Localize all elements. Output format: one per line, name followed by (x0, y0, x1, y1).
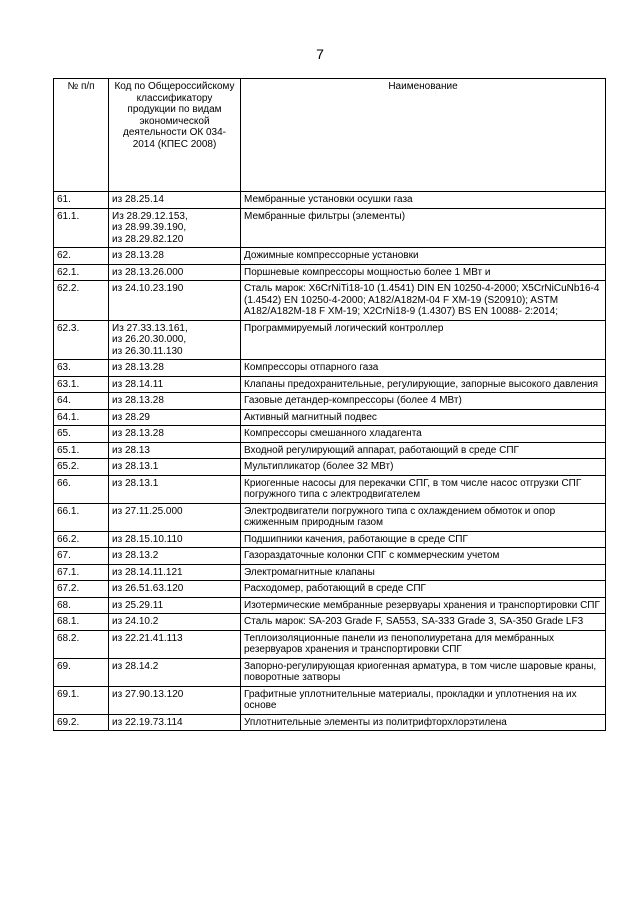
row-code: из 28.14.11.121 (109, 564, 241, 581)
row-name: Компрессоры смешанного хладагента (241, 426, 606, 443)
table-body (54, 192, 606, 731)
row-code: из 28.14.2 (109, 658, 241, 686)
table-row (54, 459, 606, 476)
product-table (53, 78, 606, 731)
row-code: из 28.15.10.110 (109, 531, 241, 548)
row-number: 62.3. (54, 320, 109, 360)
row-name: Поршневые компрессоры мощностью более 1 МВт и (241, 264, 606, 281)
row-name: Подшипники качения, работающие в среде СПГ (241, 531, 606, 548)
row-code: из 28.13.1 (109, 459, 241, 476)
row-name: Уплотнительные элементы из политрифторхлорэтилена (241, 714, 606, 731)
row-code: из 28.13.26.000 (109, 264, 241, 281)
row-number: 69.1. (54, 686, 109, 714)
table-row (54, 208, 606, 248)
row-code: из 22.21.41.113 (109, 630, 241, 658)
table-row (54, 714, 606, 731)
table-row (54, 442, 606, 459)
row-code: из 28.13.1 (109, 475, 241, 503)
row-number: 69. (54, 658, 109, 686)
row-number: 62.1. (54, 264, 109, 281)
row-number: 65. (54, 426, 109, 443)
row-code: из 28.13.28 (109, 393, 241, 410)
table-row (54, 248, 606, 265)
table-row (54, 564, 606, 581)
table-row (54, 597, 606, 614)
row-number: 65.1. (54, 442, 109, 459)
row-number: 66.1. (54, 503, 109, 531)
row-name: Графитные уплотнительные материалы, прокладки и уплотнения на их основе (241, 686, 606, 714)
table-row (54, 320, 606, 360)
row-name: Компрессоры отпарного газа (241, 360, 606, 377)
row-name: Мембранные фильтры (элементы) (241, 208, 606, 248)
table-row (54, 614, 606, 631)
row-name: Теплоизоляционные панели из пенополиуретана для мембранных резервуаров хранения и транспортировки СПГ (241, 630, 606, 658)
row-name: Электромагнитные клапаны (241, 564, 606, 581)
table-row (54, 360, 606, 377)
row-name: Запорно-регулирующая криогенная арматура, в том числе шаровые краны, поворотные затворы (241, 658, 606, 686)
row-number: 63.1. (54, 376, 109, 393)
header-number: № п/п (54, 79, 109, 192)
row-code: из 28.13 (109, 442, 241, 459)
row-number: 64.1. (54, 409, 109, 426)
row-code: из 28.14.11 (109, 376, 241, 393)
row-number: 62. (54, 248, 109, 265)
table-row (54, 376, 606, 393)
row-name: Сталь марок: SA-203 Grade F, SA553, SA-333 Grade 3, SA-350 Grade LF3 (241, 614, 606, 631)
row-number: 62.2. (54, 281, 109, 321)
table-row (54, 393, 606, 410)
row-number: 67.1. (54, 564, 109, 581)
table-row (54, 264, 606, 281)
row-code: из 27.90.13.120 (109, 686, 241, 714)
table-row (54, 281, 606, 321)
row-name: Расходомер, работающий в среде СПГ (241, 581, 606, 598)
table-row (54, 658, 606, 686)
table-row (54, 192, 606, 209)
row-name: Программируемый логический контроллер (241, 320, 606, 360)
row-number: 66.2. (54, 531, 109, 548)
table-row (54, 426, 606, 443)
row-name: Активный магнитный подвес (241, 409, 606, 426)
row-number: 61.1. (54, 208, 109, 248)
row-number: 63. (54, 360, 109, 377)
row-name: Входной регулирующий аппарат, работающий в среде СПГ (241, 442, 606, 459)
row-name: Газораздаточные колонки СПГ с коммерческим учетом (241, 548, 606, 565)
row-number: 61. (54, 192, 109, 209)
row-code: Из 28.29.12.153, из 28.99.39.190, из 28.29.82.120 (109, 208, 241, 248)
row-code: из 28.13.28 (109, 248, 241, 265)
row-code: из 26.51.63.120 (109, 581, 241, 598)
row-name: Клапаны предохранительные, регулирующие, запорные высокого давления (241, 376, 606, 393)
row-name: Сталь марок: X6CrNiTi18-10 (1.4541) DIN EN 10250-4-2000; X5CrNiCuNb16-4 (1.4542) EN 10250-4-2000; A182/A182M-04 F XM-19 (S20910); ASTM A182/A182M-18 F XM-19; X2CrNi18-9 (1.4307) BS EN 10088- 2:2014; (241, 281, 606, 321)
row-code: из 28.13.28 (109, 426, 241, 443)
row-number: 67.2. (54, 581, 109, 598)
row-code: из 27.11.25.000 (109, 503, 241, 531)
row-code: из 24.10.23.190 (109, 281, 241, 321)
row-code: из 28.29 (109, 409, 241, 426)
row-number: 69.2. (54, 714, 109, 731)
table-row (54, 581, 606, 598)
row-number: 67. (54, 548, 109, 565)
row-number: 68. (54, 597, 109, 614)
header-code: Код по Общероссийскому классификатору продукции по видам экономической деятельности ОК 034-2014 (КПЕС 2008) (109, 79, 241, 192)
row-name: Мембранные установки осушки газа (241, 192, 606, 209)
row-name: Дожимные компрессорные установки (241, 248, 606, 265)
row-code: из 25.29.11 (109, 597, 241, 614)
row-number: 68.1. (54, 614, 109, 631)
table-row (54, 686, 606, 714)
table-row (54, 531, 606, 548)
row-code: из 28.13.28 (109, 360, 241, 377)
row-name: Криогенные насосы для перекачки СПГ, в том числе насос отгрузки СПГ погружного типа с электродвигателем (241, 475, 606, 503)
row-name: Газовые детандер-компрессоры (более 4 МВт) (241, 393, 606, 410)
table-row (54, 409, 606, 426)
page-number: 7 (316, 46, 324, 62)
row-code: из 28.13.2 (109, 548, 241, 565)
row-code: Из 27.33.13.161, из 26.20.30.000, из 26.30.11.130 (109, 320, 241, 360)
table-row (54, 548, 606, 565)
row-number: 68.2. (54, 630, 109, 658)
row-number: 66. (54, 475, 109, 503)
table-row (54, 475, 606, 503)
row-name: Мультипликатор (более 32 МВт) (241, 459, 606, 476)
row-code: из 28.25.14 (109, 192, 241, 209)
header-name: Наименование (241, 79, 606, 192)
table-row (54, 630, 606, 658)
row-code: из 22.19.73.114 (109, 714, 241, 731)
table-header-row (54, 79, 606, 192)
row-name: Изотермические мембранные резервуары хранения и транспортировки СПГ (241, 597, 606, 614)
row-name: Электродвигатели погружного типа с охлаждением обмоток и опор сжиженным природным газом (241, 503, 606, 531)
row-number: 65.2. (54, 459, 109, 476)
table-row (54, 503, 606, 531)
row-code: из 24.10.2 (109, 614, 241, 631)
row-number: 64. (54, 393, 109, 410)
